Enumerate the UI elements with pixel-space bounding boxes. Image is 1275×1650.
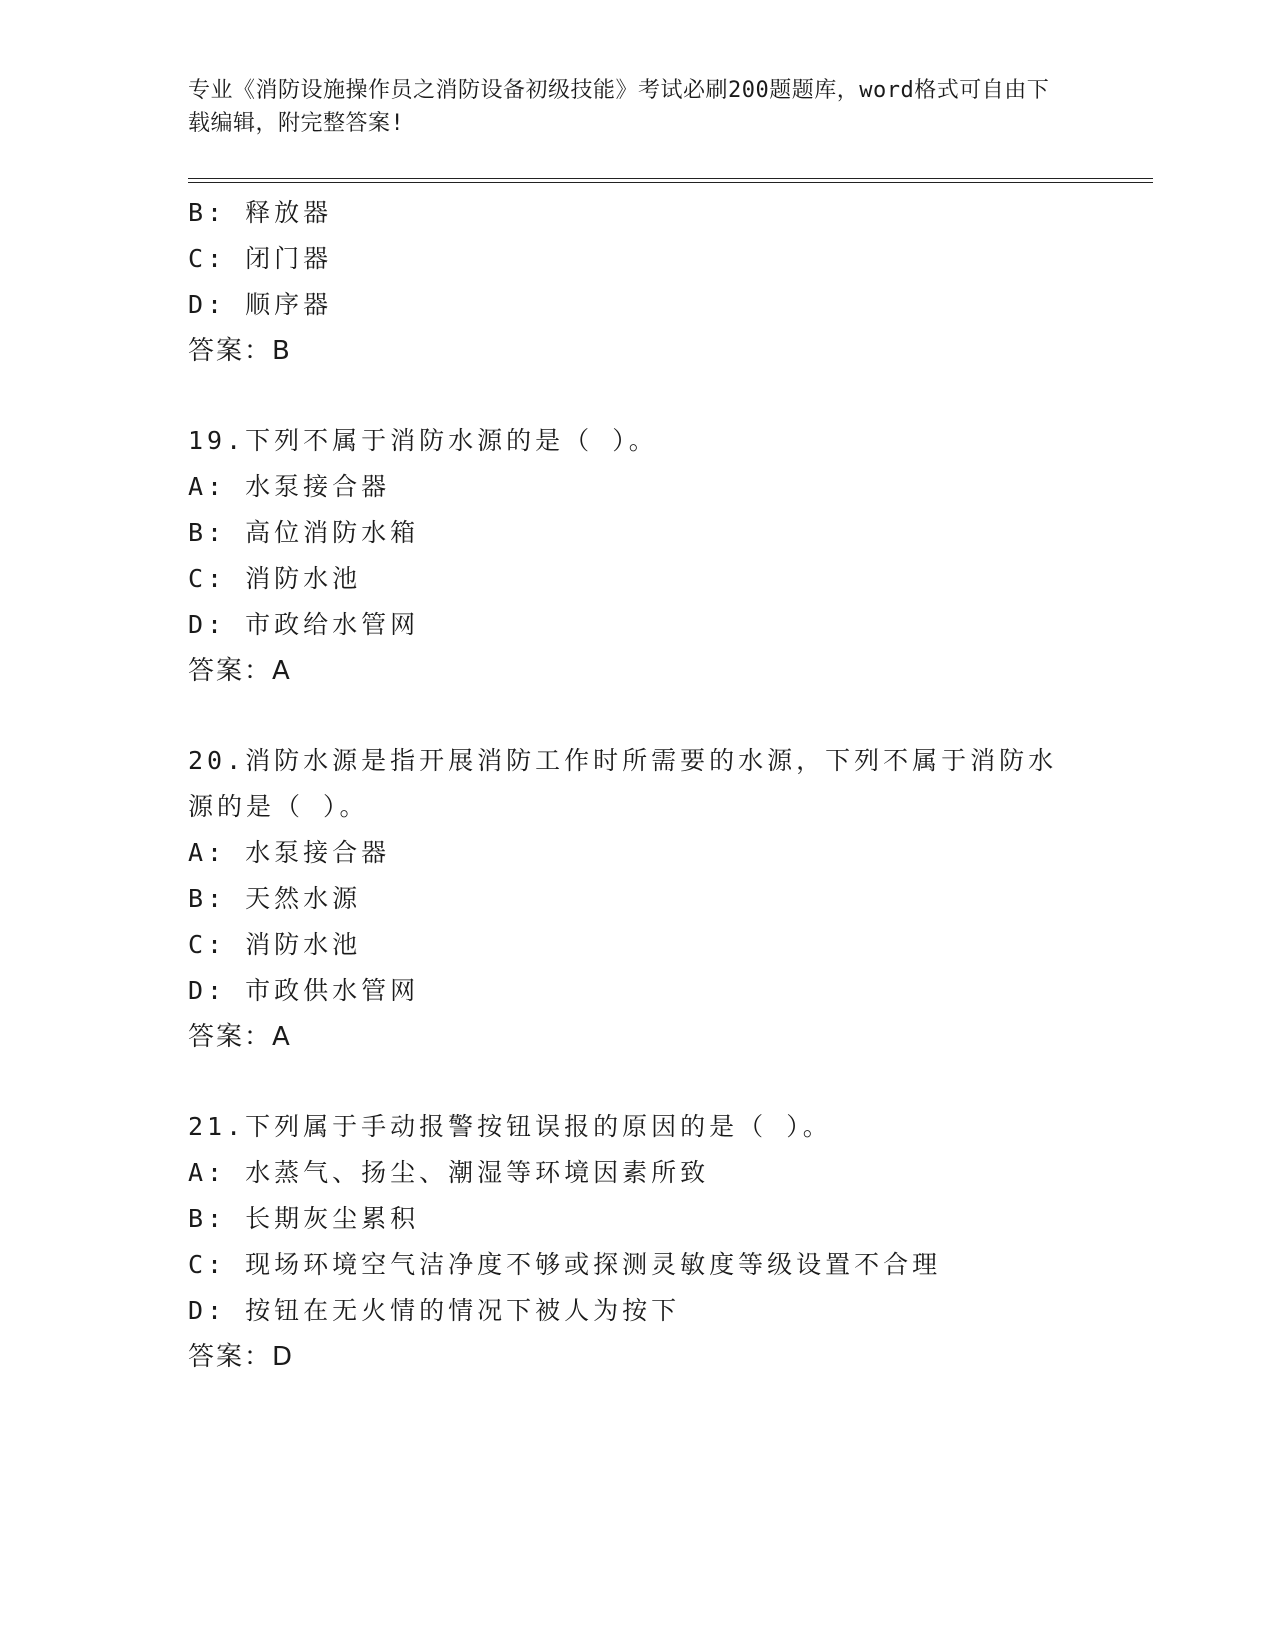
- spacer: [188, 1060, 1088, 1104]
- option-c: C: 消防水池: [188, 564, 362, 593]
- option-c: C: 闭门器: [188, 244, 333, 273]
- option-c: C: 现场环境空气洁净度不够或探测灵敏度等级设置不合理: [188, 1250, 942, 1279]
- option-a: A: 水蒸气、扬尘、潮湿等环境因素所致: [188, 1158, 710, 1187]
- option-c: C: 消防水池: [188, 930, 362, 959]
- option-b: B: 释放器: [188, 198, 333, 227]
- header-divider-bottom: [188, 182, 1153, 183]
- option-a: A: 水泵接合器: [188, 472, 391, 501]
- question-stem: 20.消防水源是指开展消防工作时所需要的水源，下列不属于消防水源的是（ ）。: [188, 746, 1058, 821]
- spacer: [188, 374, 1088, 418]
- spacer: [188, 694, 1088, 738]
- option-d: D: 顺序器: [188, 290, 333, 319]
- option-b: B: 天然水源: [188, 884, 362, 913]
- header-divider-top: [188, 178, 1153, 179]
- option-d: D: 按钮在无火情的情况下被人为按下: [188, 1296, 681, 1325]
- option-d: D: 市政给水管网: [188, 610, 420, 639]
- answer-line: 答案：A: [188, 1022, 292, 1052]
- answer-line: 答案：A: [188, 656, 292, 686]
- question-block: [188, 1104, 1088, 1380]
- question-list: [188, 190, 1088, 1380]
- option-a: A: 水泵接合器: [188, 838, 391, 867]
- question-block: [188, 738, 1088, 1060]
- option-b: B: 高位消防水箱: [188, 518, 420, 547]
- option-d: D: 市政供水管网: [188, 976, 420, 1005]
- question-block: [188, 190, 1088, 374]
- answer-line: 答案：D: [188, 1342, 295, 1372]
- question-stem: 21.下列属于手动报警按钮误报的原因的是（ ）。: [188, 1112, 832, 1141]
- question-stem: 19.下列不属于消防水源的是（ ）。: [188, 426, 658, 455]
- answer-line: 答案：B: [188, 336, 292, 366]
- document-header: 专业《消防设施操作员之消防设备初级技能》考试必刷200题题库，word格式可自由下载编辑，附完整答案!: [188, 78, 1050, 136]
- option-b: B: 长期灰尘累积: [188, 1204, 420, 1233]
- question-block: [188, 418, 1088, 694]
